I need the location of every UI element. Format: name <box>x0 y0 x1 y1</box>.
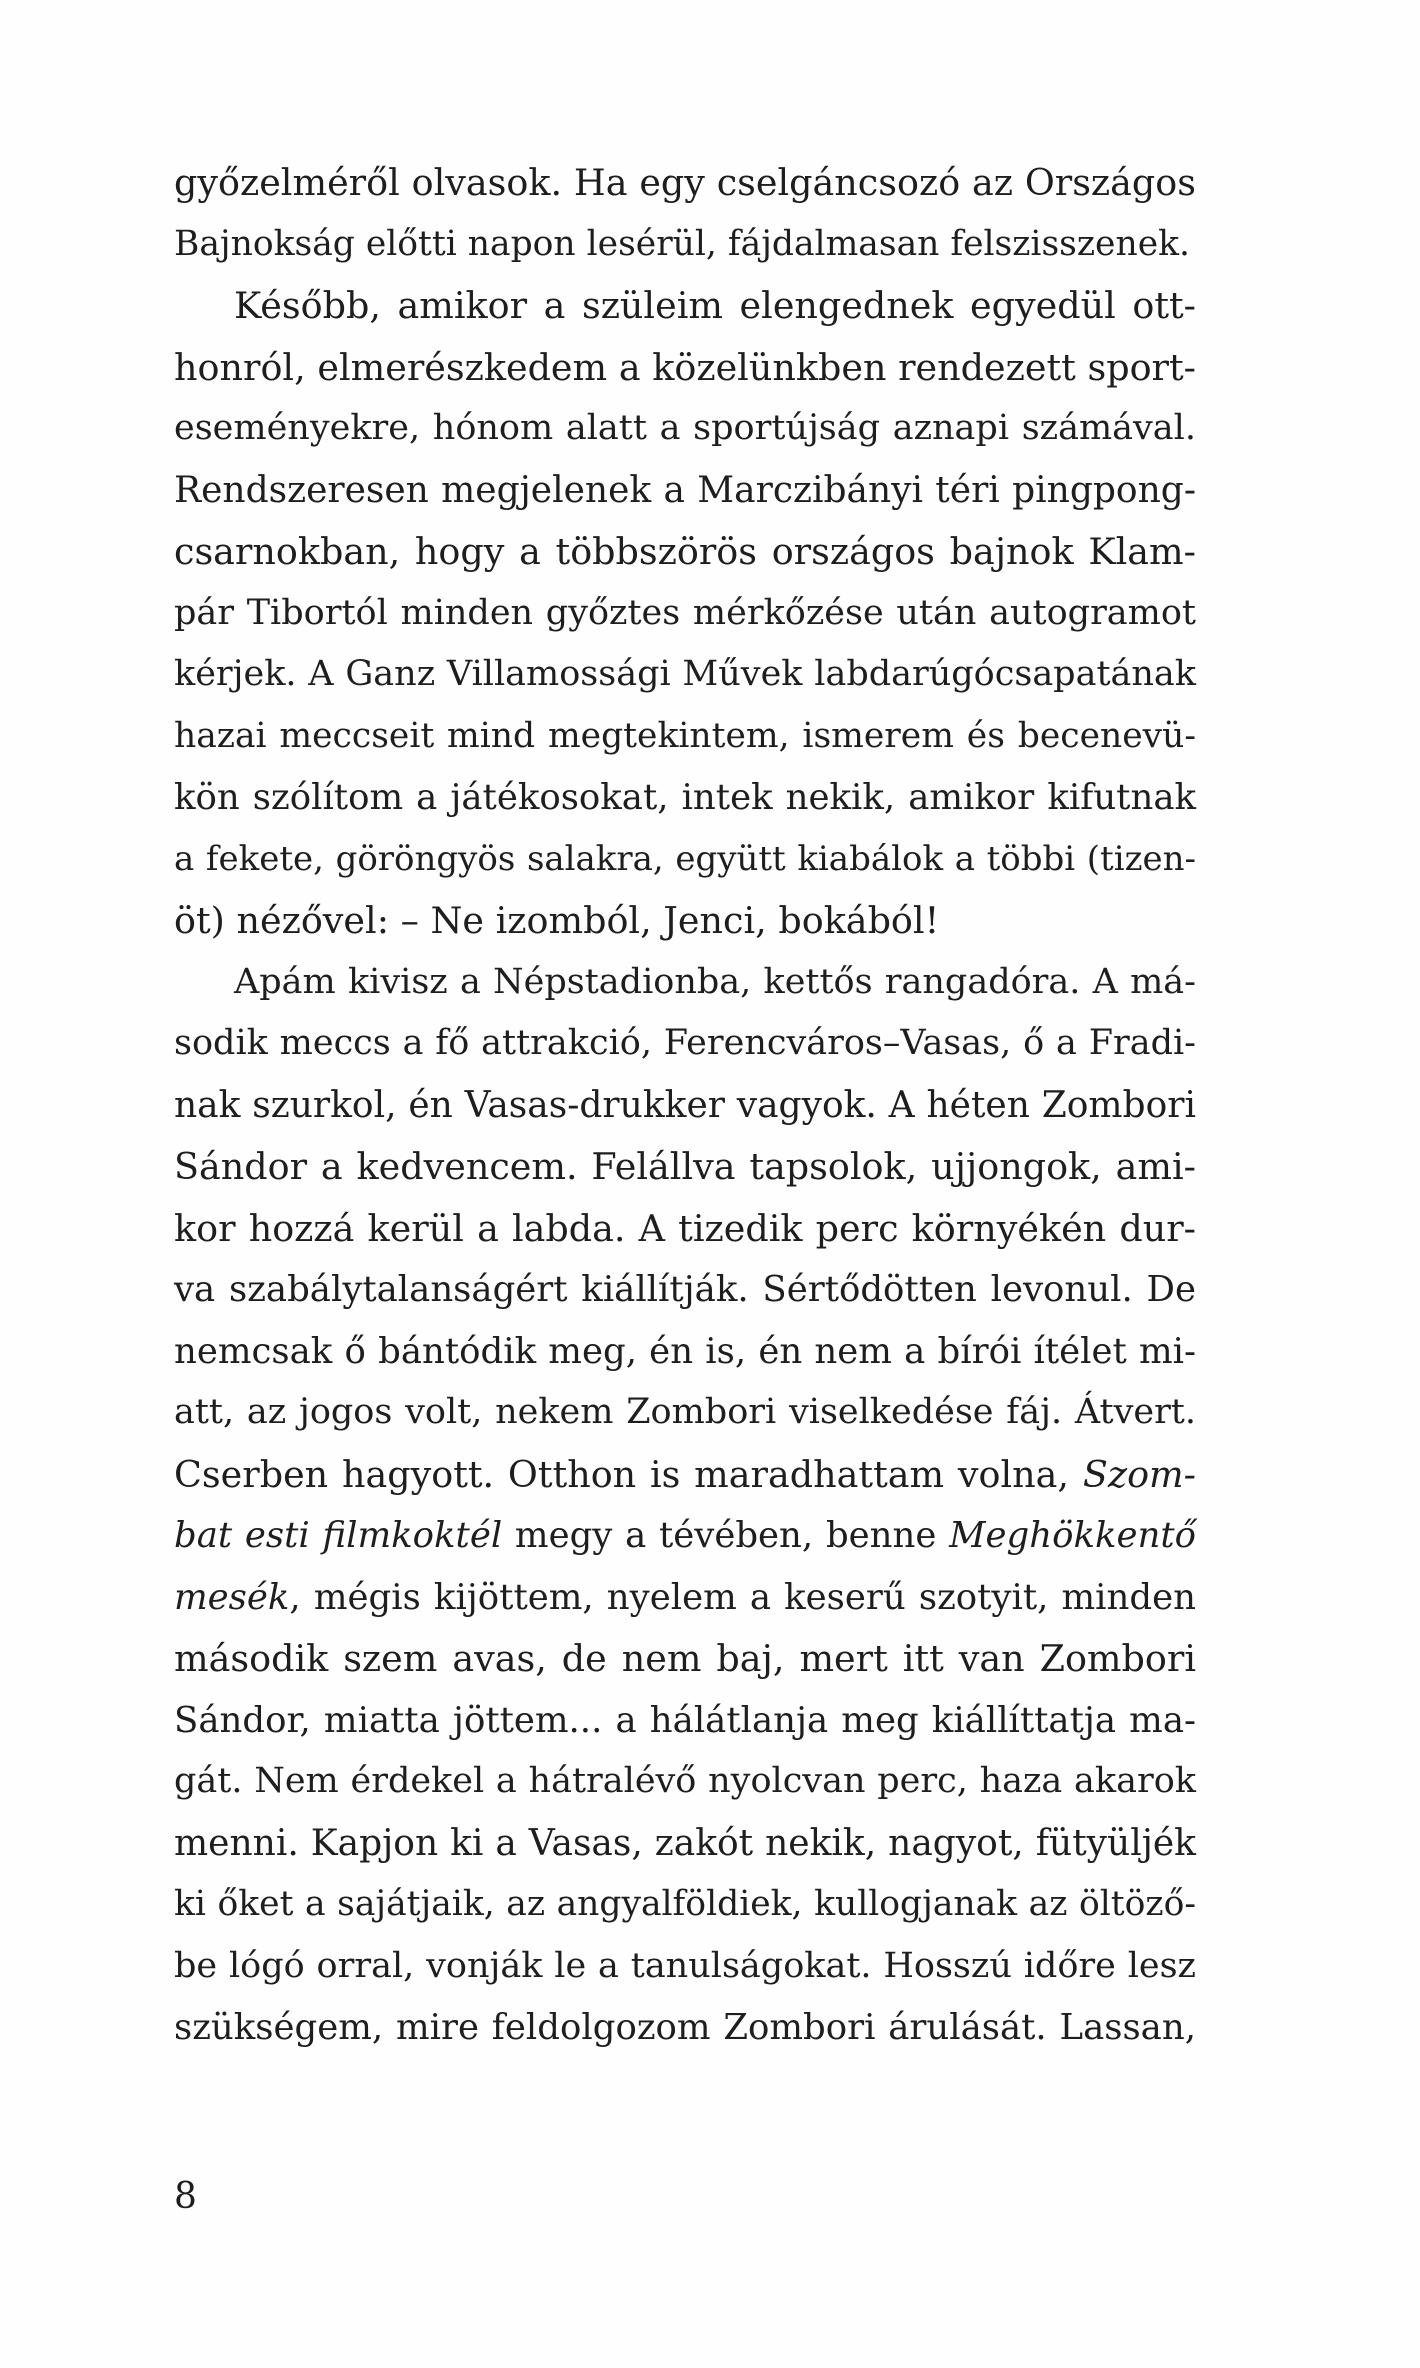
text-line <box>174 1690 1196 1752</box>
text-line <box>174 644 1196 706</box>
line-text: szükségem, mire feldolgozom Zombori árulását. Lassan, <box>174 2007 1196 2048</box>
text-line <box>174 1321 1196 1383</box>
text-line <box>174 1075 1196 1137</box>
italic-title-text: Szom- <box>1082 1452 1196 1496</box>
italic-title-text: bat esti filmkoktél <box>174 1515 503 1556</box>
line-text: pár Tibortól minden győztes mérkőzése után autogramot <box>174 592 1196 633</box>
line-text: kön szólítom a játékosokat, intek nekik, amikor kifutnak <box>174 777 1196 818</box>
text-line <box>174 152 1196 214</box>
line-text: Cserben hagyott. Otthon is maradhattam volna, <box>174 1452 1083 1496</box>
text-line <box>174 583 1196 645</box>
text-line <box>174 1997 1196 2059</box>
line-text: Később, amikor a szüleim elengednek egyedül ott- <box>234 284 1196 327</box>
line-text: be lógó orral, vonják le a tanulságokat. Hosszú időre lesz <box>174 1945 1196 1986</box>
text-line <box>174 1198 1196 1260</box>
line-text: Apám kivisz a Népstadionba, kettős rangadóra. A má- <box>234 961 1196 1002</box>
line-text: eseményekre, hónom alatt a sportújság aznapi számával. <box>174 408 1196 448</box>
line-text: gát. Nem érdekel a hátralévő nyolcvan perc, haza akarok <box>174 1761 1196 1801</box>
text-line <box>174 460 1196 522</box>
line-text: második szem avas, de nem baj, mert itt van Zombori <box>174 1637 1196 1680</box>
text-line <box>174 214 1196 276</box>
line-text: győzelméről olvasok. Ha egy cselgáncsozó az Országos <box>174 161 1196 204</box>
line-text: Bajnokság előtti napon lesérül, fájdalmasan felszisszenek. <box>174 223 1190 264</box>
text-line <box>174 1567 1196 1629</box>
text-line <box>174 829 1196 891</box>
line-text: öt) nézővel: – Ne izomból, Jenci, bokából! <box>174 899 940 942</box>
line-text: a fekete, göröngyös salakra, együtt kiabálok a többi (tizen- <box>174 838 1196 879</box>
line-text: , mégis kijöttem, nyelem a keserű szotyit, minden <box>289 1576 1196 1618</box>
italic-title-text: mesék <box>174 1576 290 1618</box>
line-text: nemcsak ő bántódik meg, én is, én nem a bírói ítélet mi- <box>174 1330 1196 1372</box>
text-line <box>174 275 1196 337</box>
text-line <box>174 952 1196 1014</box>
line-text: sodik meccs a fő attrakció, Ferencváros–Vasas, ő a Fradi- <box>174 1023 1196 1063</box>
text-line <box>174 1382 1196 1444</box>
text-line <box>174 1259 1196 1321</box>
body-text <box>174 152 1196 2059</box>
text-line <box>174 706 1196 768</box>
line-text: megy a tévében, benne <box>502 1515 950 1556</box>
line-text: hazai meccseit mind megtekintem, ismerem és becenevü- <box>174 715 1196 756</box>
text-line <box>174 1013 1196 1075</box>
line-text: nak szurkol, én Vasas-drukker vagyok. A héten Zombori <box>174 1084 1196 1126</box>
line-text: ki őket a sajátjaik, az angyalföldiek, kullogjanak az öltöző- <box>174 1884 1196 1924</box>
text-line <box>174 767 1196 829</box>
text-line <box>174 521 1196 583</box>
text-line <box>174 1751 1196 1813</box>
italic-title-text: Meghökkentő <box>949 1515 1196 1556</box>
text-line <box>174 1628 1196 1690</box>
text-line <box>174 890 1196 952</box>
text-line <box>174 1874 1196 1936</box>
text-line <box>174 1136 1196 1198</box>
line-text: menni. Kapjon ki a Vasas, zakót nekik, nagyot, fütyüljék <box>174 1822 1196 1864</box>
line-text: att, az jogos volt, nekem Zombori viselkedése fáj. Átvert. <box>174 1392 1196 1432</box>
text-line <box>174 1444 1196 1506</box>
text-line <box>174 1505 1196 1567</box>
text-line <box>174 337 1196 399</box>
line-text: Rendszeresen megjelenek a Marczibányi téri pingpong- <box>174 469 1196 511</box>
line-text: Sándor a kedvencem. Felállva tapsolok, ujjongok, ami- <box>174 1145 1196 1188</box>
text-line <box>174 398 1196 460</box>
line-text: va szabálytalanságért kiállítják. Sértődötten levonul. De <box>174 1269 1196 1310</box>
line-text: kor hozzá kerül a labda. A tizedik perc környékén dur- <box>174 1206 1196 1250</box>
line-text: honról, elmerészkedem a közelünkben rendezett sport- <box>174 345 1196 389</box>
page-number: 8 <box>174 2176 197 2217</box>
line-text: csarnokban, hogy a többszörös országos bajnok Klam- <box>174 530 1196 573</box>
line-text: kérjek. A Ganz Villamossági Művek labdarúgócsapatának <box>174 654 1196 694</box>
text-line <box>174 1813 1196 1875</box>
text-line <box>174 1936 1196 1998</box>
line-text: Sándor, miatta jöttem... a hálátlanja meg kiállíttatja ma- <box>174 1699 1196 1741</box>
